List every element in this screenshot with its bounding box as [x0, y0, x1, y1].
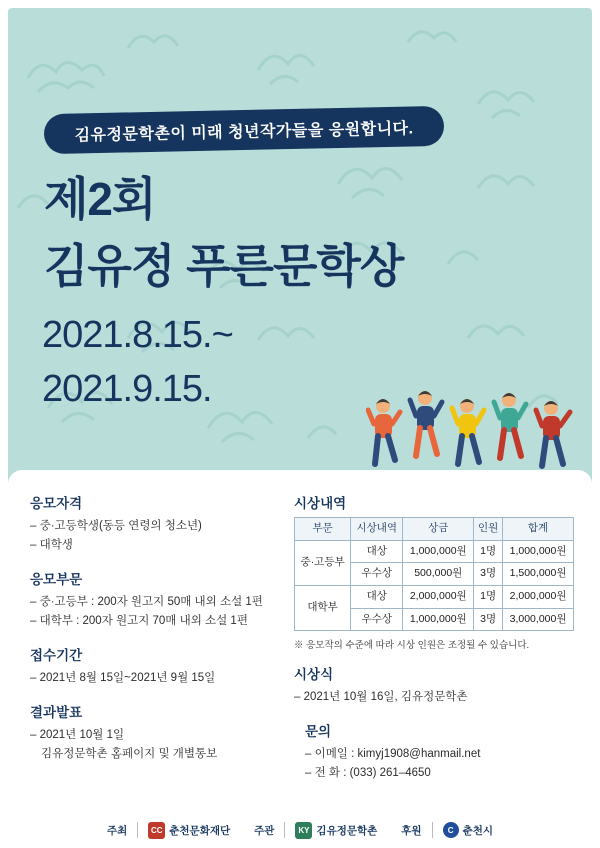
info-left-column [30, 492, 282, 777]
qualification-item-0: – 중·고등학생(동등 연령의 청소년) [30, 520, 202, 532]
table-row [295, 540, 574, 563]
host-organization [148, 822, 230, 839]
table-cell-0-1: 1,000,000원 [403, 540, 474, 563]
result-item-0: – 2021년 10월 1일 [30, 728, 125, 741]
prize-note: ※ 응모작의 수준에 따라 시상 인원은 조정될 수 있습니다. [294, 640, 530, 652]
table-cell-2-3: 2,000,000원 [503, 585, 574, 608]
poster-title-line2: 김유정 푸른문학상 [44, 240, 404, 292]
prize-heading: 시상내역 [294, 496, 347, 511]
info-right-column [294, 492, 574, 796]
category-body [30, 593, 282, 631]
table-header-cell-1: 시상내역 [351, 518, 403, 541]
organizer-label: 주관 [254, 824, 275, 837]
table-header-row [295, 518, 574, 541]
result-body [30, 726, 282, 764]
organizer-organization-name: 김유정문학촌 [316, 824, 378, 837]
banner-text: 김유정문학촌이 미래 청년작가들을 응원합니다. [74, 119, 414, 145]
table-cell-3-1: 1,000,000원 [403, 608, 474, 631]
table-cell-1-0: 우수상 [351, 563, 403, 586]
qualification-heading: 응모자격 [30, 496, 83, 511]
table-cell-1-3: 1,500,000원 [503, 563, 574, 586]
table-cell-3-3: 3,000,000원 [503, 608, 574, 631]
organizer-organization [295, 822, 377, 839]
host-label: 주최 [106, 824, 128, 837]
sponsor-label: 후원 [401, 824, 422, 837]
category-item-0: – 중·고등부 : 200자 원고지 50매 내외 소설 1편 [30, 595, 263, 608]
table-header-cell-2: 상금 [403, 518, 474, 541]
table-cell-2-1: 2,000,000원 [403, 585, 474, 608]
sponsor-organization-name: 춘천시 [462, 824, 494, 837]
chuncheon-city-logo-icon: C [443, 822, 459, 838]
footer-divider [432, 822, 433, 838]
table-group-cell-university: 대학부 [295, 585, 351, 630]
poster-header-area [8, 8, 592, 488]
qualification-body [30, 517, 282, 555]
table-cell-2-2: 1명 [474, 585, 503, 608]
period-heading: 접수기간 [30, 647, 83, 663]
table-cell-2-0: 대상 [351, 585, 403, 608]
category-item-1: – 대학부 : 200자 원고지 70매 내외 소설 1편 [30, 614, 248, 627]
table-header-cell-3: 인원 [474, 518, 503, 541]
table-cell-0-2: 1명 [474, 540, 503, 563]
contact-item-1: – 전 화 : (033) 261–4650 [305, 767, 431, 780]
table-cell-0-3: 1,000,000원 [503, 540, 574, 563]
result-heading: 결과발표 [30, 704, 83, 720]
poster-date-line2: 2021.9.15. [42, 368, 212, 410]
period-item-0: – 2021년 8월 15일~2021년 9월 15일 [30, 671, 216, 684]
table-cell-1-2: 3명 [474, 563, 503, 586]
poster-banner [44, 106, 445, 154]
table-cell-0-0: 대상 [351, 540, 403, 563]
footer-divider [284, 822, 285, 838]
poster-date-line1: 2021.8.15.~ [42, 314, 233, 356]
table-group-cell-middle-high: 중·고등부 [295, 540, 351, 585]
info-card [8, 470, 592, 808]
qualification-item-1: – 대학생 [30, 538, 73, 551]
result-item-1: 김유정문학촌 홈페이지 및 개별통보 [41, 747, 218, 760]
chuncheon-foundation-logo-icon: CC [148, 822, 165, 839]
prize-table [294, 517, 574, 631]
sponsor-organization [443, 822, 493, 838]
table-cell-3-2: 3명 [474, 608, 503, 631]
ceremony-heading: 시상식 [294, 667, 334, 683]
footer-organizations [0, 812, 600, 848]
table-row [295, 585, 574, 608]
table-header-cell-0: 부문 [295, 518, 351, 541]
ceremony-body [294, 688, 574, 707]
table-cell-3-0: 우수상 [351, 608, 403, 631]
table-cell-1-1: 500,000원 [403, 563, 474, 586]
contact-item-0: – 이메일 : kimyj1908@hanmail.net [305, 748, 481, 761]
ceremony-item-0: – 2021년 10월 16일, 김유정문학촌 [294, 691, 468, 704]
contact-body [294, 745, 574, 783]
contact-heading: 문의 [305, 724, 332, 740]
poster-title-line1: 제2회 [44, 173, 156, 225]
host-organization-name: 춘천문화재단 [169, 824, 231, 837]
period-body [30, 669, 282, 688]
footer-divider [137, 822, 138, 838]
kimyujeong-village-logo-icon: KY [295, 822, 312, 839]
category-heading: 응모부문 [30, 571, 83, 587]
table-header-cell-4: 합계 [503, 518, 574, 541]
